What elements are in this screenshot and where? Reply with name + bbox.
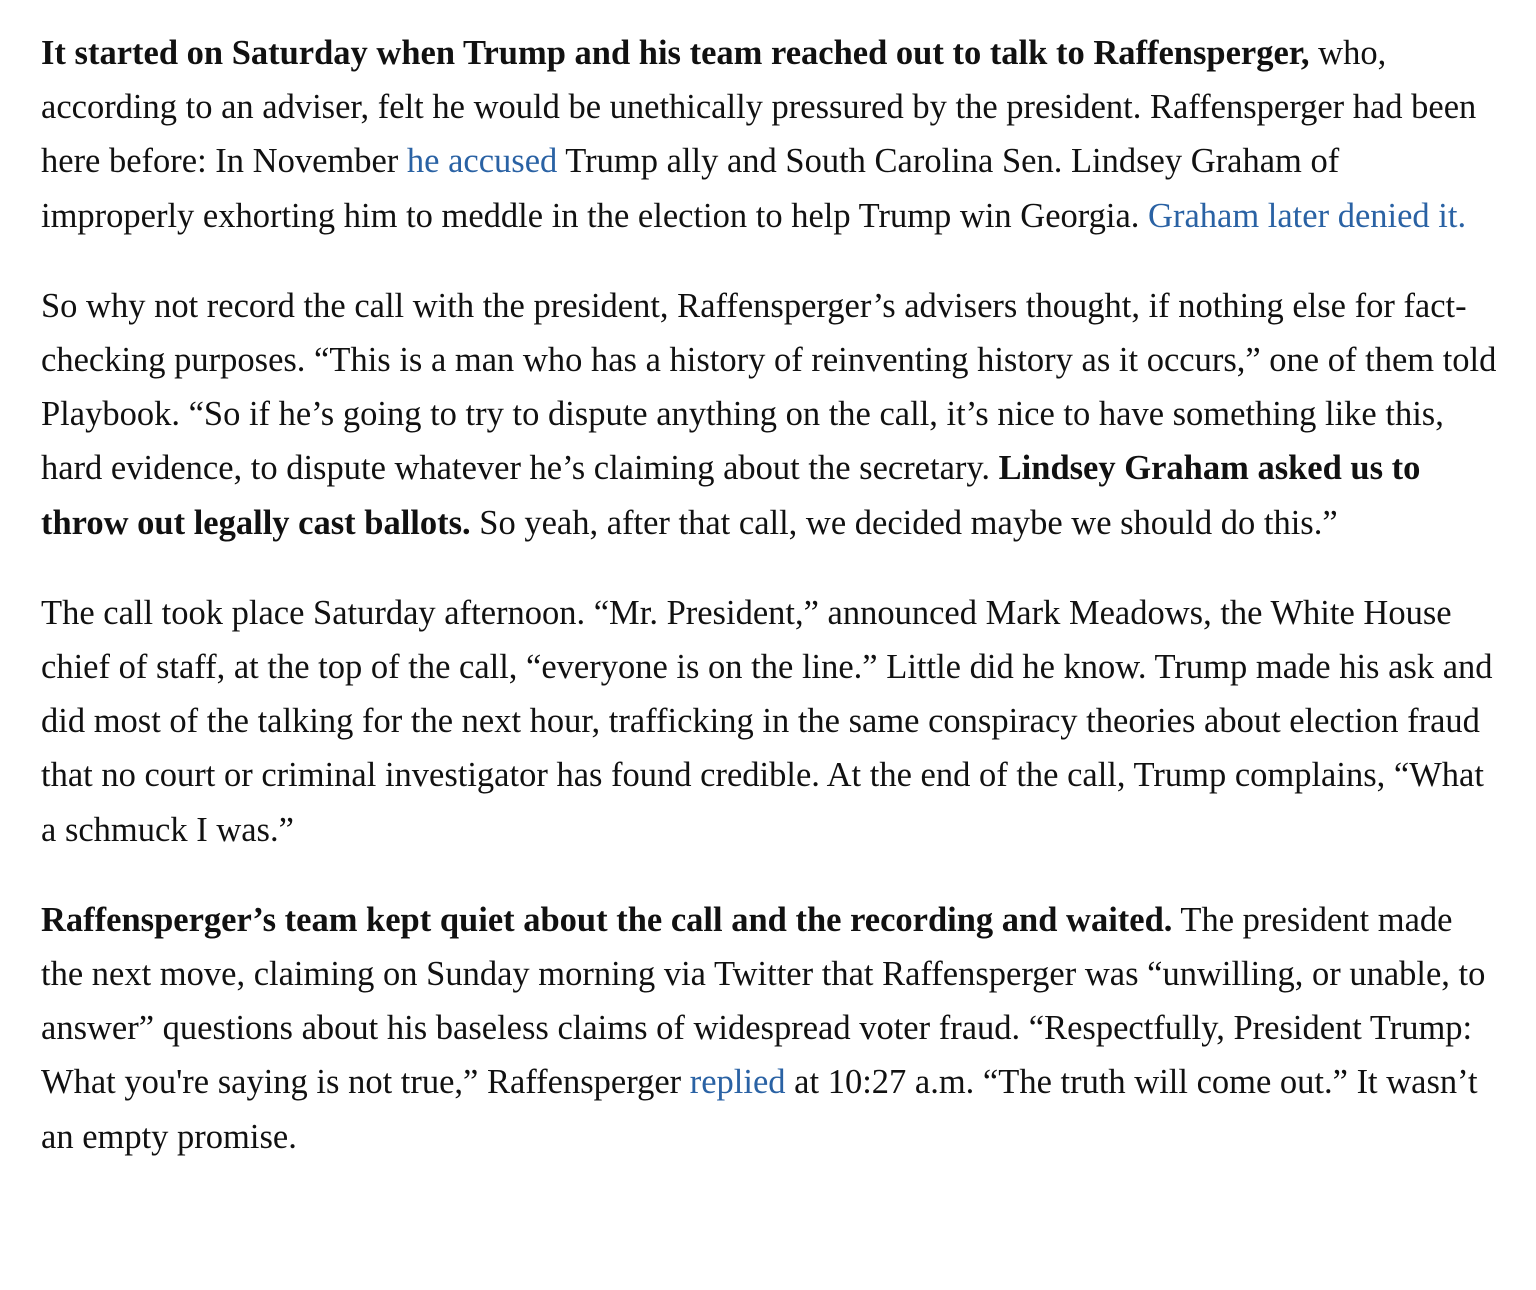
paragraph-2-text-2: So yeah, after that call, we decided maybe we should do this.” bbox=[470, 503, 1338, 542]
paragraph-1 bbox=[41, 26, 1501, 243]
paragraph-4-text-1: The president made the next move, claiming on Sunday morning via Twitter that Raffensperger was “unwilling, or unable, to answer” questions about his baseless claims of widespread voter fraud. “Respectfully, President Trump: What you're saying is not true,” Raffensperger bbox=[41, 900, 1486, 1102]
replied-link[interactable]: replied bbox=[689, 1063, 786, 1102]
paragraph-2-text-1: So why not record the call with the president, Raffensperger’s advisers thought, if nothing else for fact-checking purposes. “This is a man who has a history of reinventing history as it occurs,” one of them told Playbook. “So if he’s going to try to dispute anything on the call, it’s nice to have something like this, hard evidence, to dispute whatever he’s claiming about the secretary. bbox=[41, 286, 1497, 488]
paragraph-1-text-2: Trump ally and South Carolina Sen. Lindsey Graham of improperly exhorting him to meddle in the election to help Trump win Georgia. bbox=[41, 142, 1340, 235]
paragraph-4 bbox=[41, 893, 1501, 1164]
paragraph-2-bold-quote: Lindsey Graham asked us to throw out legally cast ballots. bbox=[41, 449, 1421, 542]
article-body bbox=[41, 26, 1501, 1200]
paragraph-3-text-1: The call took place Saturday afternoon. “Mr. President,” announced Mark Meadows, the White House chief of staff, at the top of the call, “everyone is on the line.” Little did he know. Trump made his ask and did most of the talking for the next hour, trafficking in the same conspiracy theories about election fraud that no court or criminal investigator has found credible. At the end of the call, Trump complains, “What a schmuck I was.” bbox=[41, 593, 1493, 849]
paragraph-3 bbox=[41, 586, 1501, 857]
paragraph-4-lead-bold: Raffensperger’s team kept quiet about the call and the recording and waited. bbox=[41, 900, 1173, 939]
paragraph-2 bbox=[41, 279, 1501, 550]
paragraph-4-text-2: at 10:27 a.m. “The truth will come out.” It wasn’t an empty promise. bbox=[41, 1063, 1478, 1156]
paragraph-1-text-1: who, according to an adviser, felt he would be unethically pressured by the president. Raffensperger had been here before: In November bbox=[41, 34, 1477, 181]
he-accused-link[interactable]: he accused bbox=[406, 142, 558, 181]
paragraph-1-lead-bold: It started on Saturday when Trump and his team reached out to talk to Raffensperger, bbox=[41, 34, 1310, 72]
graham-denied-link[interactable]: Graham later denied it. bbox=[1148, 196, 1467, 235]
